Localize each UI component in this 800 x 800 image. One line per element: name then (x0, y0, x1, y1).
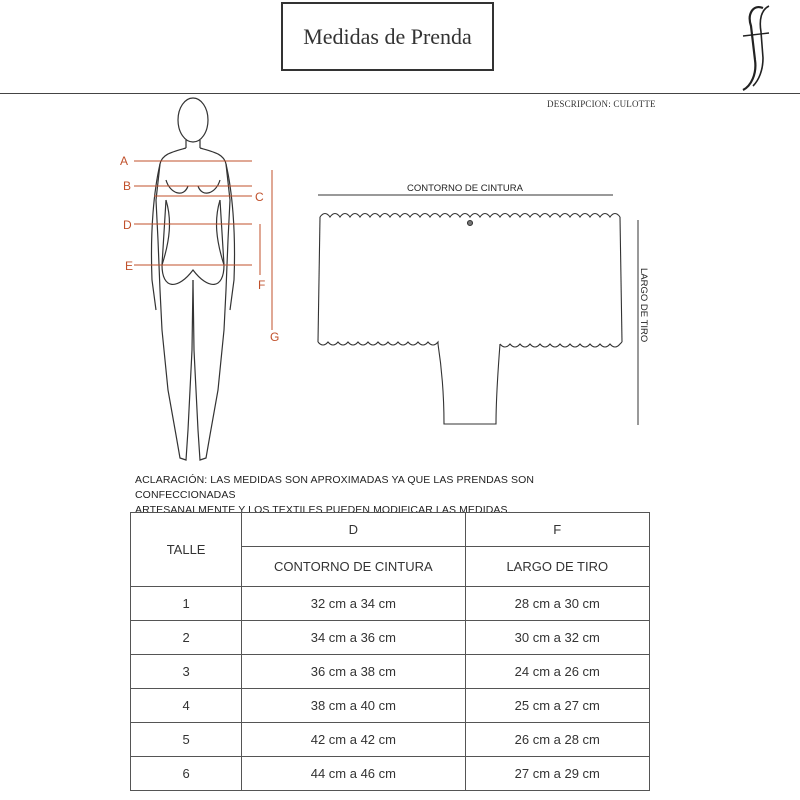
disclaimer-line-1: ACLARACIÓN: LAS MEDIDAS SON APROXIMADAS YA QUE LAS PRENDAS SON CONFECCIONADAS (135, 474, 535, 501)
waist-cell: 34 cm a 36 cm (242, 621, 465, 655)
disclaimer-line-2: ARTESANALMENTE Y LOS TEXTILES PUEDEN MODIFICAR LAS MEDIDAS. (135, 504, 511, 516)
table-row (131, 723, 650, 757)
rise-cell: 24 cm a 26 cm (465, 655, 649, 689)
table-row (131, 689, 650, 723)
rise-cell: 27 cm a 29 cm (465, 757, 649, 791)
table-row (131, 587, 650, 621)
waist-cell: 44 cm a 46 cm (242, 757, 465, 791)
culotte-outline (318, 214, 622, 425)
talle-cell: 3 (131, 655, 242, 689)
measure-label-a: A (120, 154, 129, 168)
measure-label-e: E (125, 259, 134, 273)
col-f-letter: F (465, 513, 649, 547)
page-title: Medidas de Prenda (281, 2, 494, 71)
logo-text: ff (735, 0, 736, 1)
rise-cell: 30 cm a 32 cm (465, 621, 649, 655)
col-f-name: LARGO DE TIRO (465, 547, 649, 587)
rise-measure-label: LARGO DE TIRO (638, 268, 649, 343)
rise-cell: 25 cm a 27 cm (465, 689, 649, 723)
culotte-diagram (300, 170, 670, 440)
measure-label-d: D (123, 218, 132, 232)
talle-header: TALLE (131, 513, 242, 587)
measure-label-c: C (255, 190, 264, 204)
table-row (131, 621, 650, 655)
talle-cell: 1 (131, 587, 242, 621)
waist-measure-label: CONTORNO DE CINTURA (407, 183, 523, 194)
measure-label-g: G (270, 330, 280, 344)
talle-cell: 6 (131, 757, 242, 791)
col-d-letter: D (242, 513, 465, 547)
talle-cell: 2 (131, 621, 242, 655)
waist-cell: 32 cm a 34 cm (242, 587, 465, 621)
col-d-name: CONTORNO DE CINTURA (242, 547, 465, 587)
garment-description: DESCRIPCION: CULOTTE (547, 99, 656, 109)
size-table (130, 512, 650, 791)
body-figure-diagram (100, 90, 300, 470)
table-row (131, 655, 650, 689)
table-row (131, 757, 650, 791)
talle-cell: 4 (131, 689, 242, 723)
measure-label-b: B (123, 179, 132, 193)
mannequin-outline (151, 98, 234, 460)
waist-cell: 42 cm a 42 cm (242, 723, 465, 757)
talle-cell: 5 (131, 723, 242, 757)
brand-logo (735, 0, 775, 95)
rise-cell: 28 cm a 30 cm (465, 587, 649, 621)
waist-cell: 36 cm a 38 cm (242, 655, 465, 689)
measure-label-f: F (258, 278, 266, 292)
rise-cell: 26 cm a 28 cm (465, 723, 649, 757)
waist-cell: 38 cm a 40 cm (242, 689, 465, 723)
